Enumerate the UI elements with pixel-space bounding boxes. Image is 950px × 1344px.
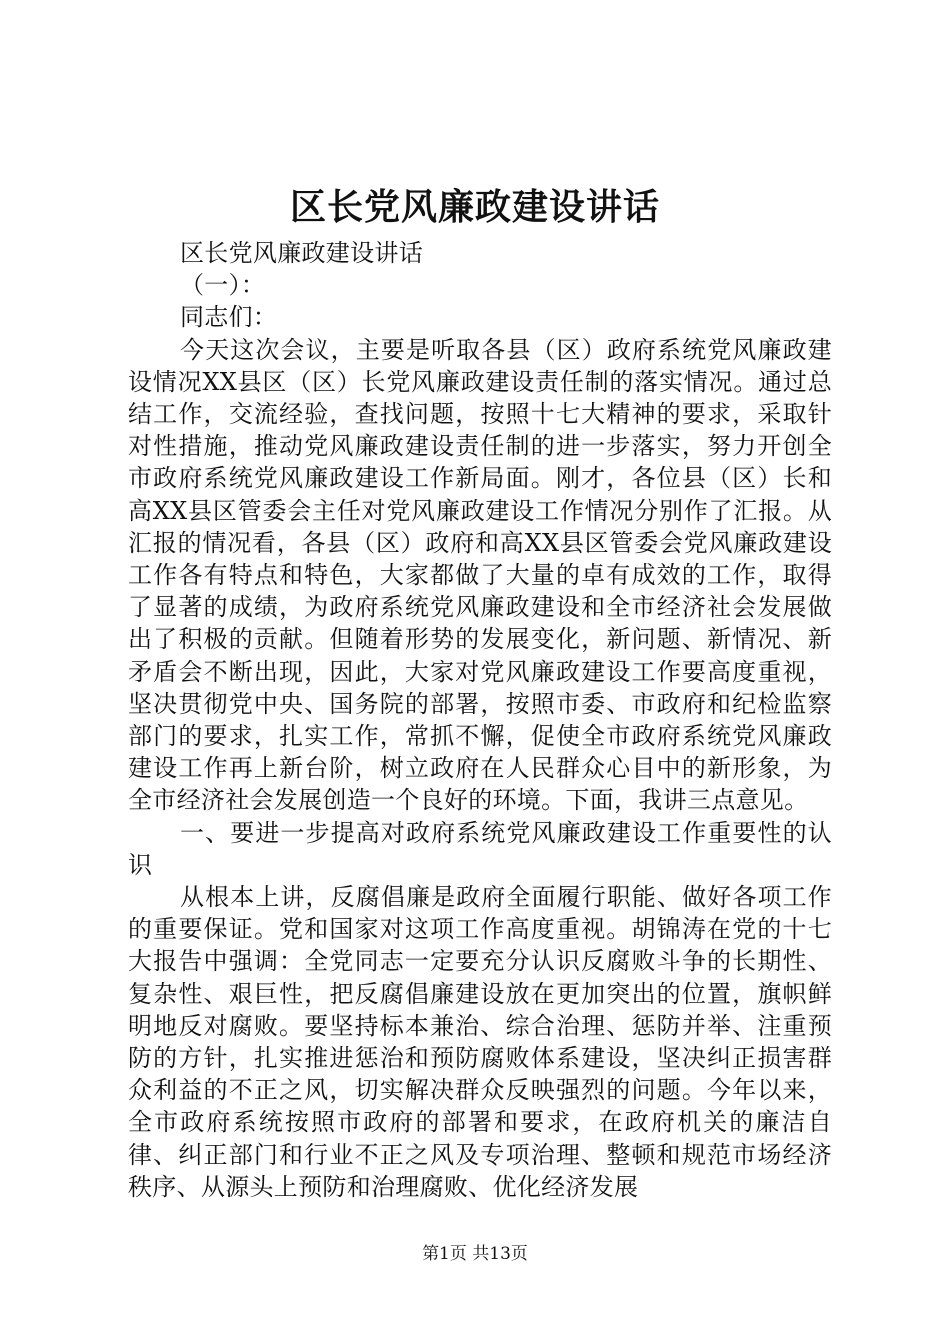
document-body	[128, 237, 832, 1203]
paragraph-salutation: 同志们：	[180, 303, 278, 332]
document-title: 区长党风廉政建设讲话	[289, 186, 660, 228]
paragraph-opening: 今天这次会议，主要是听取各县（区）政府系统党风廉政建设情况XX县区（区）长党风廉政建设责任制的落实情况。通过总结工作，交流经验，查找问题，按照十七大精神的要求，采取针对性措施，推动党风廉政建设责任制的进一步落实，努力开创全市政府系统党风廉政建设工作新局面。刚才，各位县（区）长和高XX县区管委会主任对党风廉政建设工作情况分别作了汇报。从汇报的情况看，各县（区）政府和高XX县区管委会党风廉政建设工作各有特点和特色，大家都做了大量的卓有成效的工作，取得了显著的成绩，为政府系统党风廉政建设和全市经济社会发展做出了积极的贡献。但随着形势的发展变化，新问题、新情况、新矛盾会不断出现，因此，大家对党风廉政建设工作要高度重视，坚决贯彻党中央、国务院的部署，按照市委、市政府和纪检监察部门的要求，扎实工作，常抓不懈，促使全市政府系统党风廉政建设工作再上新台阶，树立政府在人民群众心目中的新形象，为全市经济社会发展创造一个良好的环境。下面，我讲三点意见。	[128, 335, 832, 815]
paragraph-subtitle: 区长党风廉政建设讲话	[180, 239, 423, 267]
paragraph-heading-one: 一、要进一步提高对政府系统党风廉政建设工作重要性的认识	[128, 818, 832, 879]
paragraph-body: 从根本上讲，反腐倡廉是政府全面履行职能、做好各项工作的重要保证。党和国家对这项工作高度重视。胡锦涛在党的十七大报告中强调：全党同志一定要充分认识反腐败斗争的长期性、复杂性、艰巨性，把反腐倡廉建设放在更加突出的位置，旗帜鲜明地反对腐败。要坚持标本兼治、综合治理、惩防并举、注重预防的方针，扎实推进惩治和预防腐败体系建设，坚决纠正损害群众利益的不正之风，切实解决群众反映强烈的问题。今年以来，全市政府系统按照市政府的部署和要求，在政府机关的廉洁自律、纠正部门和行业不正之风及专项治理、整顿和规范市场经济秩序、从源头上预防和治理腐败、优化经济发展	[128, 883, 832, 1201]
page-number-footer: 第1页 共13页	[422, 1244, 528, 1264]
paragraph-section-marker: （一）：	[180, 271, 266, 300]
